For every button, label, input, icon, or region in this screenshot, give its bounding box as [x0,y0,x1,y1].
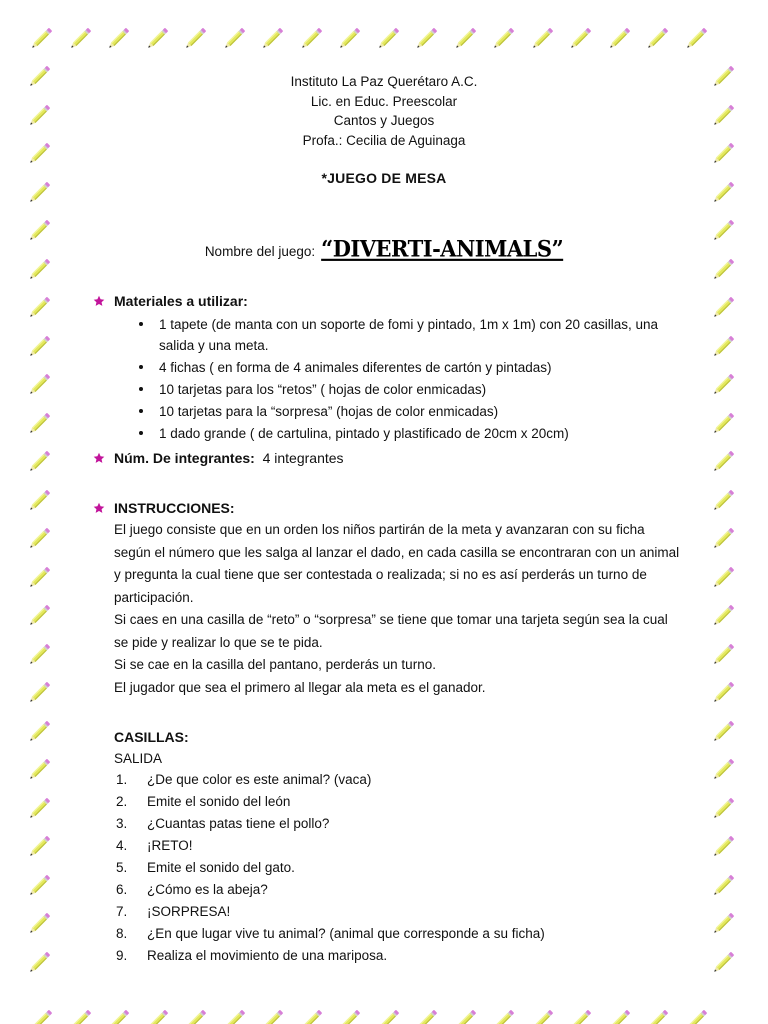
material-item: 4 fichas ( en forma de 4 animales diferentes de cartón y pintadas) [137,357,682,378]
casilla-item: ¡SORPRESA! [147,904,231,919]
casillas-heading: CASILLAS: [114,729,189,745]
members-row [86,448,682,468]
casilla-item: Emite el sonido del león [147,794,291,809]
pencil-icon [332,1004,366,1024]
instructions-body [86,519,682,699]
document-type-title: *JUEGO DE MESA [321,170,447,186]
casillas-start-label: SALIDA [114,751,163,766]
game-name-value: “DIVERTI-ANIMALS” [321,235,564,262]
casilla-item: ¡RETO! [147,838,193,853]
casilla-item: ¿En que lugar vive tu animal? (animal que corresponde a su ficha) [147,926,545,941]
pencil-icon [679,1004,713,1024]
pencil-icon [371,1004,405,1024]
instructions-heading-row [86,498,682,518]
institution-header [86,72,682,150]
instructions-section [86,498,682,699]
pencil-icon [602,1004,636,1024]
course-name: Cantos y Juegos [333,113,435,128]
pencil-icon [525,1004,559,1024]
material-item: 1 tapete (de manta con un soporte de fomi y pintado, 1m x 1m) con 20 casillas, una salida y una meta. [137,314,682,356]
members-value: 4 integrantes [262,450,344,466]
pencil-icon [563,1004,597,1024]
pencil-icon [178,1004,212,1024]
material-item: 10 tarjetas para los “retos” ( hojas de color enmicadas) [137,379,682,400]
pencil-icon [640,1004,674,1024]
members-heading-label: Núm. De integrantes: [114,450,255,466]
materials-list [86,314,682,444]
program-name: Lic. en Educ. Preescolar [310,93,458,109]
instruction-paragraph: El juego consiste que en un orden los niños partirán de la meta y avanzaran con su ficha según el número que les salga al lanzar el dado, en cada casilla se encontraran con un animal y pregunta la cual tiene que ser contestada o realizada; si no es así perderás un turno de participación. [114,522,680,605]
material-item: 10 tarjetas para la “sorpresa” (hojas de color enmicadas) [137,401,682,422]
pencil-icon [63,1004,97,1024]
casilla-item: ¿Cuantas patas tiene el pollo? [147,816,330,831]
materials-heading-row [86,291,682,311]
pencil-icon [140,1004,174,1024]
pencil-icon [101,1004,135,1024]
instructions-heading: INSTRUCCIONES: [114,500,235,516]
pencil-icon [24,1004,58,1024]
instruction-paragraph: Si caes en una casilla de “reto” o “sorpresa” se tiene que tomar una tarjeta según sea la cual se pide y realizar lo que se te pida. [114,612,668,650]
instruction-paragraph: Si se cae en la casilla del pantano, perderás un turno. [114,657,436,672]
casillas-section [86,727,682,967]
members-heading [114,448,344,468]
casilla-item: Emite el sonido del gato. [147,860,295,875]
pencil-icon [294,1004,328,1024]
casilla-item: Realiza el movimiento de una mariposa. [147,948,388,963]
institution-name: Instituto La Paz Querétaro A.C. [290,74,478,89]
pencil-icon [409,1004,443,1024]
game-name-label: Nombre del juego: [204,244,316,259]
material-item: 1 dado grande ( de cartulina, pintado y plastificado de 20cm x 20cm) [137,423,682,444]
star-bullet-icon [93,294,105,308]
pencil-icon [486,1004,520,1024]
star-bullet-icon [93,501,105,515]
star-bullet-icon [93,451,105,465]
materials-section [86,291,682,444]
casillas-list [114,769,682,967]
casilla-item: ¿Cómo es la abeja? [147,882,268,897]
teacher-name: Profa.: Cecilia de Aguinaga [302,132,466,148]
materials-heading: Materiales a utilizar: [114,293,248,309]
casilla-item: ¿De que color es este animal? (vaca) [147,772,372,787]
pencil-icon [448,1004,482,1024]
instruction-paragraph: El jugador que sea el primero al llegar ala meta es el ganador. [114,679,486,695]
pencil-icon [217,1004,251,1024]
pencil-icon [255,1004,289,1024]
game-name-row [86,236,682,261]
